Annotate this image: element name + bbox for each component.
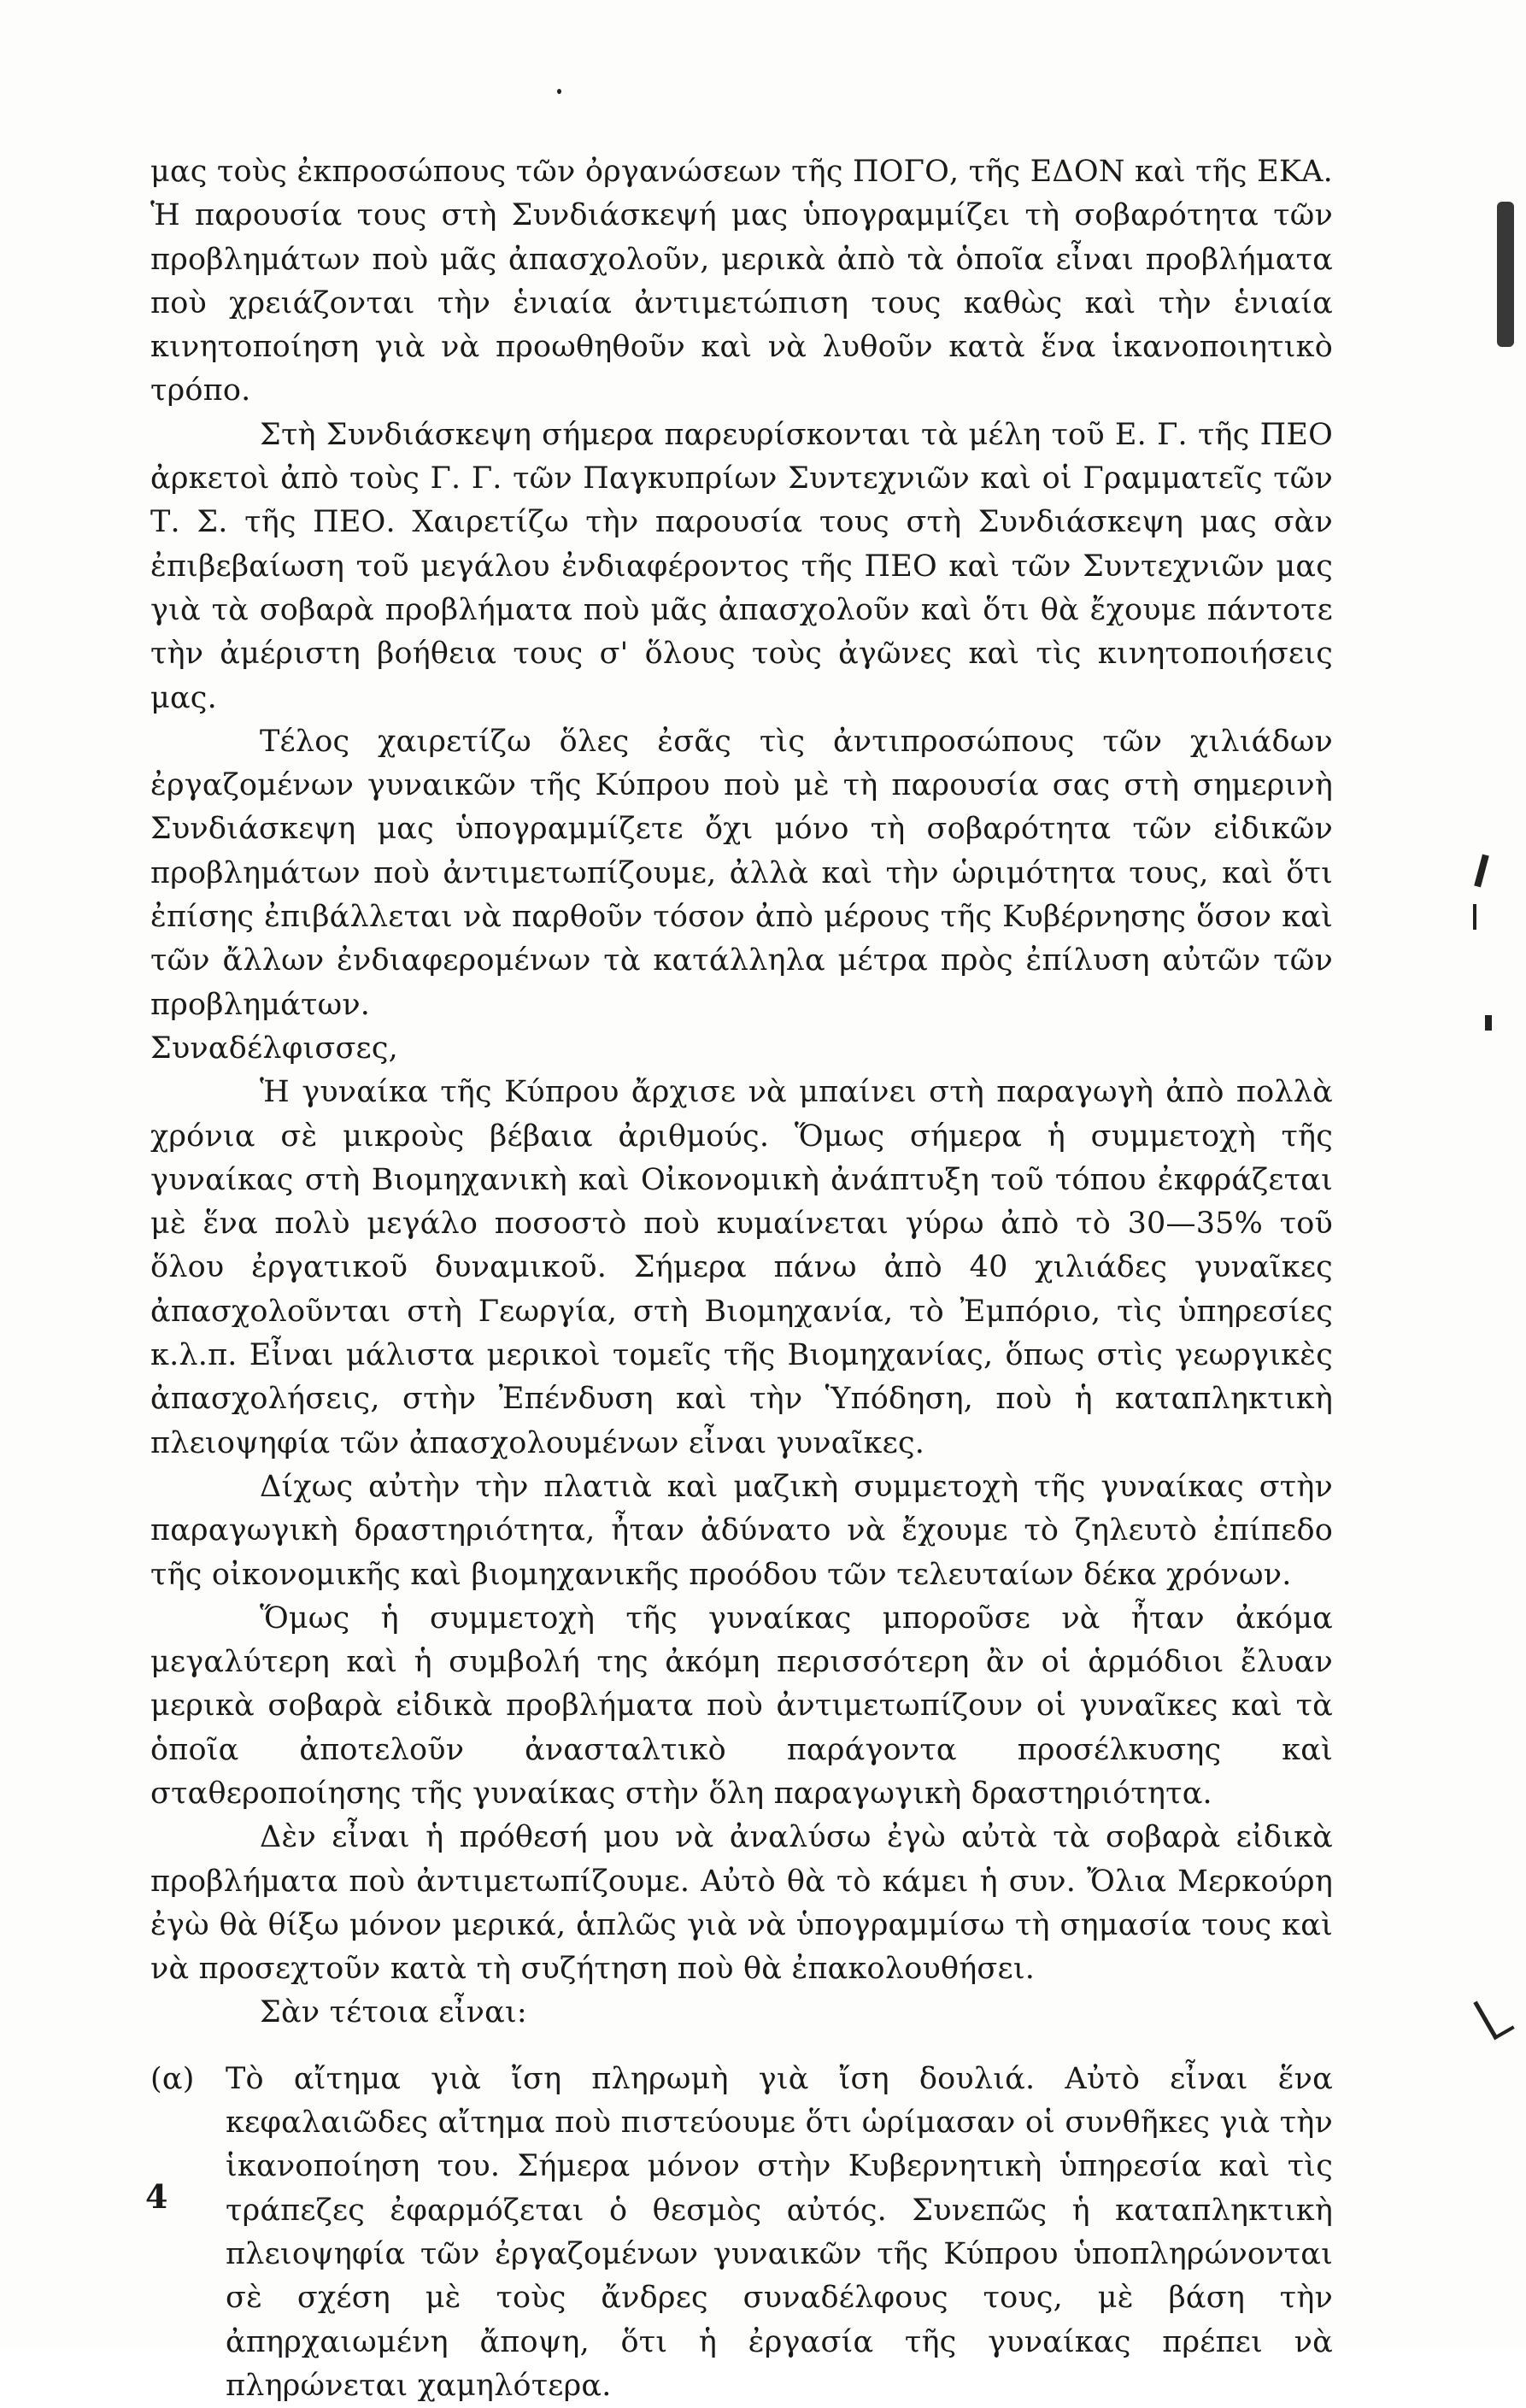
scan-speck	[1474, 855, 1489, 888]
list-item-marker: (α)	[150, 2061, 195, 2096]
paragraph-3: Τέλος χαιρετίζω ὅλες ἐσᾶς τὶς ἀντιπροσώπους τῶν χιλιάδων ἐργαζομένων γυναικῶν τῆς Κύπρου ποὺ μὲ τὴ παρουσία σας στὴ σημερινὴ Συνδιάσκεψη μας ὑπογραμμίζετε ὄχι μόνο τὴ σοβαρότητα τῶν εἰδικῶν προβλημάτων ποὺ ἀντιμετωπίζουμε, ἀλλὰ καὶ τὴν ὡριμότητα τους, καὶ ὅτι ἐπίσης ἐπιβάλλεται νὰ παρθοῦν τόσον ἀπὸ μέρους τῆς Κυβέρνησης ὅσον καὶ τῶν ἄλλων ἐνδιαφερομένων τὰ κατάλληλα μέτρα πρὸς ἐπίλυση αὐτῶν τῶν προβλημάτων.	[150, 724, 1333, 1022]
scan-edge-mark	[1497, 202, 1514, 347]
scan-speck	[1473, 1992, 1514, 2041]
paragraph-5: Δίχως αὐτὴν τὴν πλατιὰ καὶ μαζικὴ συμμετοχὴ τῆς γυναίκας στὴν παραγωγικὴ δραστηριότητα, ἦταν ἀδύνατο νὰ ἔχουμε τὸ ζηλευτὸ ἐπίπεδο τῆς οἰκονομικῆς καὶ βιομηχανικῆς προόδου τῶν τελευταίων δέκα χρόνων.	[150, 1469, 1333, 1592]
body-text	[150, 150, 1333, 2408]
scan-speck	[1485, 1015, 1492, 1031]
paragraph-8: Σὰν τέτοια εἶναι:	[260, 1995, 527, 2030]
paragraph-7: Δὲν εἶναι ἡ πρόθεσή μου νὰ ἀναλύσω ἐγὼ αὐτὰ τὰ σοβαρὰ εἰδικὰ προβλήματα ποὺ ἀντιμετωπίζουμε. Αὐτὸ θὰ τὸ κάμει ἡ συν. Ὄλια Μερκούρη ἐγὼ θὰ θίξω μόνον μερικά, ἁπλῶς γιὰ νὰ ὑπογραμμίσω τὴ σημασία τους καὶ νὰ προσεχτοῦν κατὰ τὴ συζήτηση ποὺ θὰ ἐπακολουθήσει.	[150, 1820, 1333, 1987]
paragraph-2: Στὴ Συνδιάσκεψη σήμερα παρευρίσκονται τὰ μέλη τοῦ Ε. Γ. τῆς ΠΕΟ ἀρκετοὶ ἀπὸ τοὺς Γ. Γ. τῶν Παγκυπρίων Συντεχνιῶν καὶ οἱ Γραμματεῖς τῶν Τ. Σ. τῆς ΠΕΟ. Χαιρετίζω τὴν παρουσία τους στὴ Συνδιάσκεψη μας σὰν ἐπιβεβαίωση τοῦ μεγάλου ἐνδιαφέροντος τῆς ΠΕΟ καὶ τῶν Συντεχνιῶν μας γιὰ τὰ σοβαρὰ προβλήματα ποὺ μᾶς ἀπασχολοῦν καὶ ὅτι θὰ ἔχουμε πάντοτε τὴν ἀμέριστη βοήθεια τους σ' ὅλους τοὺς ἀγῶνες καὶ τὶς κινητοποιήσεις μας.	[150, 417, 1333, 715]
list-item	[150, 2058, 1333, 2408]
paragraph-6: Ὅμως ἡ συμμετοχὴ τῆς γυναίκας μποροῦσε νὰ ἦταν ἀκόμα μεγαλύτερη καὶ ἡ συμβολή της ἀκόμη περισσότερη ἂν οἱ ἁρμόδιοι ἔλυαν μερικὰ σοβαρὰ εἰδικὰ προβλήματα ποὺ ἀντιμετωπίζουν οἱ γυναῖκες καὶ τὰ ὁποῖα ἀποτελοῦν ἀνασταλτικὸ παράγοντα προσέλκυσης καὶ σταθεροποίησης τῆς γυναίκας στὴν ὅλη παραγωγικὴ δραστηριότητα.	[150, 1600, 1333, 1811]
scan-speck	[557, 89, 561, 94]
scan-speck	[1473, 904, 1476, 930]
list-item-text: Τὸ αἴτημα γιὰ ἴση πληρωμὴ γιὰ ἴση δουλιά. Αὐτὸ εἶναι ἕνα κεφαλαιῶδες αἴτημα ποὺ πιστεύουμε ὅτι ὡρίμασαν οἱ συνθῆκες γιὰ τὴν ἱκανοποίηση του. Σήμερα μόνον στὴν Κυβερνητικὴ ὑπηρεσία καὶ τὶς τράπεζες ἐφαρμόζεται ὁ θεσμὸς αὐτός. Συνεπῶς ἡ καταπληκτικὴ πλειοψηφία τῶν ἐργαζομένων γυναικῶν τῆς Κύπρου ὑποπληρώνονται σὲ σχέση μὲ τοὺς ἄνδρες συναδέλφους τους, μὲ βάση τὴν ἀπηρχαιωμένη ἄποψη, ὅτι ἡ ἐργασία τῆς γυναίκας πρέπει νὰ πληρώνεται χαμηλότερα.	[226, 2061, 1333, 2403]
page-number: 4	[145, 2177, 168, 2216]
paragraph-4: Ἡ γυναίκα τῆς Κύπρου ἄρχισε νὰ μπαίνει στὴ παραγωγὴ ἀπὸ πολλὰ χρόνια σὲ μικροὺς βέβαια ἀριθμούς. Ὅμως σήμερα ἡ συμμετοχὴ τῆς γυναίκας στὴ Βιομηχανικὴ καὶ Οἰκονομικὴ ἀνάπτυξη τοῦ τόπου ἐκφράζεται μὲ ἕνα πολὺ μεγάλο ποσοστὸ ποὺ κυμαίνεται γύρω ἀπὸ τὸ 30—35% τοῦ ὅλου ἐργατικοῦ δυναμικοῦ. Σήμερα πάνω ἀπὸ 40 χιλιάδες γυναῖκες ἀπασχολοῦνται στὴ Γεωργία, στὴ Βιομηχανία, τὸ Ἐμπόριο, τὶς ὑπηρεσίες κ.λ.π. Εἶναι μάλιστα μερικοὶ τομεῖς τῆς Βιομηχανίας, ὅπως στὶς γεωργικὲς ἀπασχολήσεις, στὴν Ἐπένδυση καὶ τὴν Ὑπόδηση, ποὺ ἡ καταπληκτικὴ πλειοψηφία τῶν ἀπασχολουμένων εἶναι γυναῖκες.	[150, 1075, 1333, 1460]
salutation: Συναδέλφισσες,	[150, 1031, 398, 1066]
paragraph-1: μας τοὺς ἐκπροσώπους τῶν ὀργανώσεων τῆς ΠΟΓΟ, τῆς ΕΔΟΝ καὶ τῆς ΕΚΑ. Ἡ παρουσία τους στὴ Συνδιάσκεψή μας ὑπογραμμίζει τὴ σοβαρότητα τῶν προβλημάτων ποὺ μᾶς ἀπασχολοῦν, μερικὰ ἀπὸ τὰ ὁποῖα εἶναι προβλήματα ποὺ χρειάζονται τὴν ἑνιαία ἀντιμετώπιση τους καθὼς καὶ τὴν ἑνιαία κινητοποίηση γιὰ νὰ προωθηθοῦν καὶ νὰ λυθοῦν κατὰ ἕνα ἱκανοποιητικὸ τρόπο.	[150, 155, 1333, 408]
